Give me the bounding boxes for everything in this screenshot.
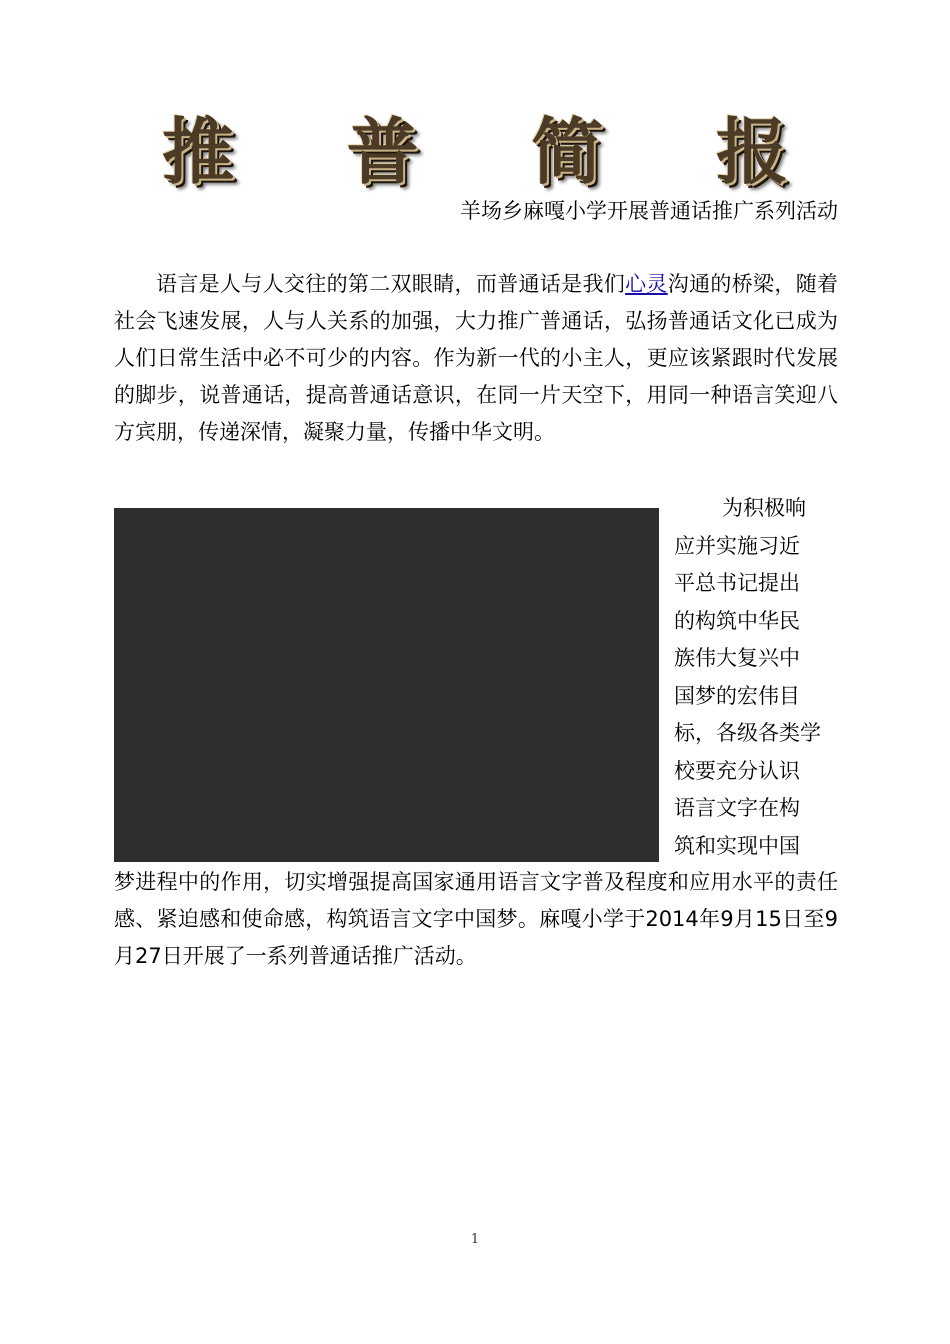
title-char: 报	[715, 109, 788, 194]
title-char: 简	[531, 109, 604, 194]
side-text-line: 平总书记提出	[674, 571, 800, 595]
intro-text-before: 语言是人与人交往的第二双眼睛，而普通话是我们	[156, 272, 626, 296]
intro-paragraph	[114, 266, 838, 451]
xinling-link[interactable]: 心灵	[625, 272, 668, 296]
side-text-line: 标，各级各类学	[674, 721, 821, 745]
photo-side-text	[674, 490, 840, 865]
side-text-line: 筑和实现中国	[674, 833, 800, 858]
intro-text-after: 沟通的桥梁，随着社会飞速发展，人与人关系的加强，大力推广普通话，弘扬普通话文化已成为人们日常生活中必不可少的内容。作为新一代的小主人，更应该紧跟时代发展的脚步，说普通话，提高普通话意识，在同一片天空下，用同一种语言笑迎八方宾朋，传递深情，凝聚力量，传播中华文明。	[114, 272, 839, 444]
side-text-line: 为积极响	[722, 496, 806, 520]
newsletter-subtitle: 羊场乡麻嘎小学开展普通话推广系列活动	[460, 199, 838, 223]
continuation-paragraph: 梦进程中的作用，切实增强提高国家通用语言文字普及程度和应用水平的责任感、紧迫感和使命感，构筑语言文字中国梦。麻嘎小学于2014年9月15日至9月27日开展了一系列普通话推广活动。	[114, 870, 838, 968]
newsletter-title	[150, 110, 800, 194]
side-text-line: 族伟大复兴中	[674, 646, 800, 670]
activity-photo	[114, 508, 659, 862]
side-text-line: 的构筑中华民	[674, 608, 800, 633]
side-text-line: 应并实施习近	[674, 533, 800, 558]
side-text-line: 国梦的宏伟目	[674, 683, 800, 708]
title-char: 推	[161, 109, 234, 194]
title-char: 普	[346, 109, 419, 194]
side-text-line: 校要充分认识	[674, 758, 800, 783]
side-text-line: 语言文字在构	[674, 796, 800, 820]
page-number: 1	[470, 1232, 480, 1247]
